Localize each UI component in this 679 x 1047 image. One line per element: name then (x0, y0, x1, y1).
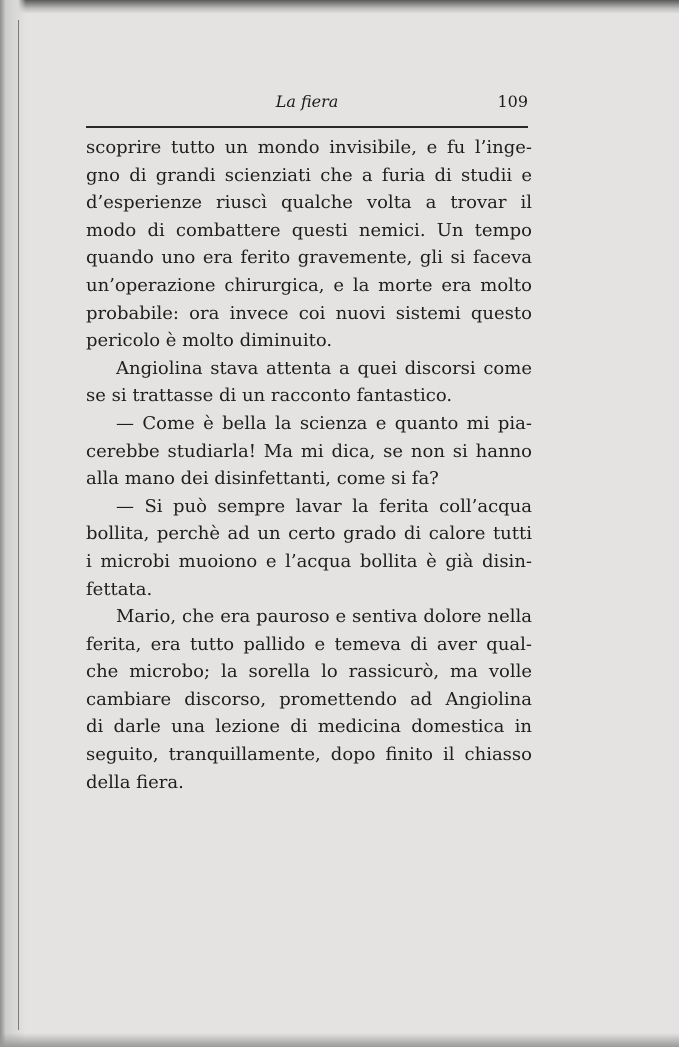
running-title: La fiera (275, 92, 339, 111)
running-head (86, 90, 528, 114)
text-line: cambiare discorso, promettendo ad Angiolina (86, 688, 532, 710)
page-left-edge (0, 0, 26, 1047)
text-line: alla mano dei disinfettanti, come si fa? (86, 468, 439, 490)
text-line: un’operazione chirurgica, e la morte era molto (86, 274, 532, 296)
text-line: quando uno era ferito gravemente, gli si faceva (86, 247, 532, 269)
text-line: modo di combattere questi nemici. Un tempo (86, 219, 532, 241)
header-rule (86, 126, 528, 128)
page-bottom-edge (0, 1033, 679, 1047)
text-line: scoprire tutto un mondo invisibile, e fu l’inge- (86, 137, 532, 158)
text-line: i microbi muoiono e l’acqua bollita è già disin- (86, 550, 532, 572)
text-line: che microbo; la sorella lo rassicurò, ma volle (86, 661, 532, 683)
text-line: fettata. (86, 578, 153, 600)
text-line: pericolo è molto diminuito. (86, 330, 333, 352)
page-number: 109 (497, 92, 528, 111)
text-line: — Come è bella la scienza e quanto mi pia- (116, 412, 532, 434)
body-text (86, 134, 532, 796)
text-line: della fiera. (86, 771, 184, 793)
text-line: ferita, era tutto pallido e temeva di aver qual- (86, 633, 532, 655)
binding-line (18, 20, 19, 1030)
page-top-shadow (0, 0, 679, 14)
text-line: cerebbe studiarla! Ma mi dica, se non si hanno (86, 440, 532, 462)
text-line: Mario, che era pauroso e sentiva dolore nella (116, 606, 532, 628)
text-line: — Si può sempre lavar la ferita coll’acqua (116, 495, 532, 517)
text-line: se si trattasse di un racconto fantastico. (86, 385, 453, 407)
text-line: di darle una lezione di medicina domestica in (86, 716, 532, 738)
text-line: probabile: ora invece coi nuovi sistemi questo (86, 302, 532, 324)
text-line: Angiolina stava attenta a quei discorsi come (116, 357, 532, 379)
text-line: gno di grandi scienziati che a furia di studii e (86, 164, 532, 186)
text-line: seguito, tranquillamente, dopo finito il chiasso (86, 744, 532, 766)
text-line: bollita, perchè ad un certo grado di calore tutti (86, 523, 532, 545)
text-line: d’esperienze riuscì qualche volta a trovar il (86, 192, 532, 214)
